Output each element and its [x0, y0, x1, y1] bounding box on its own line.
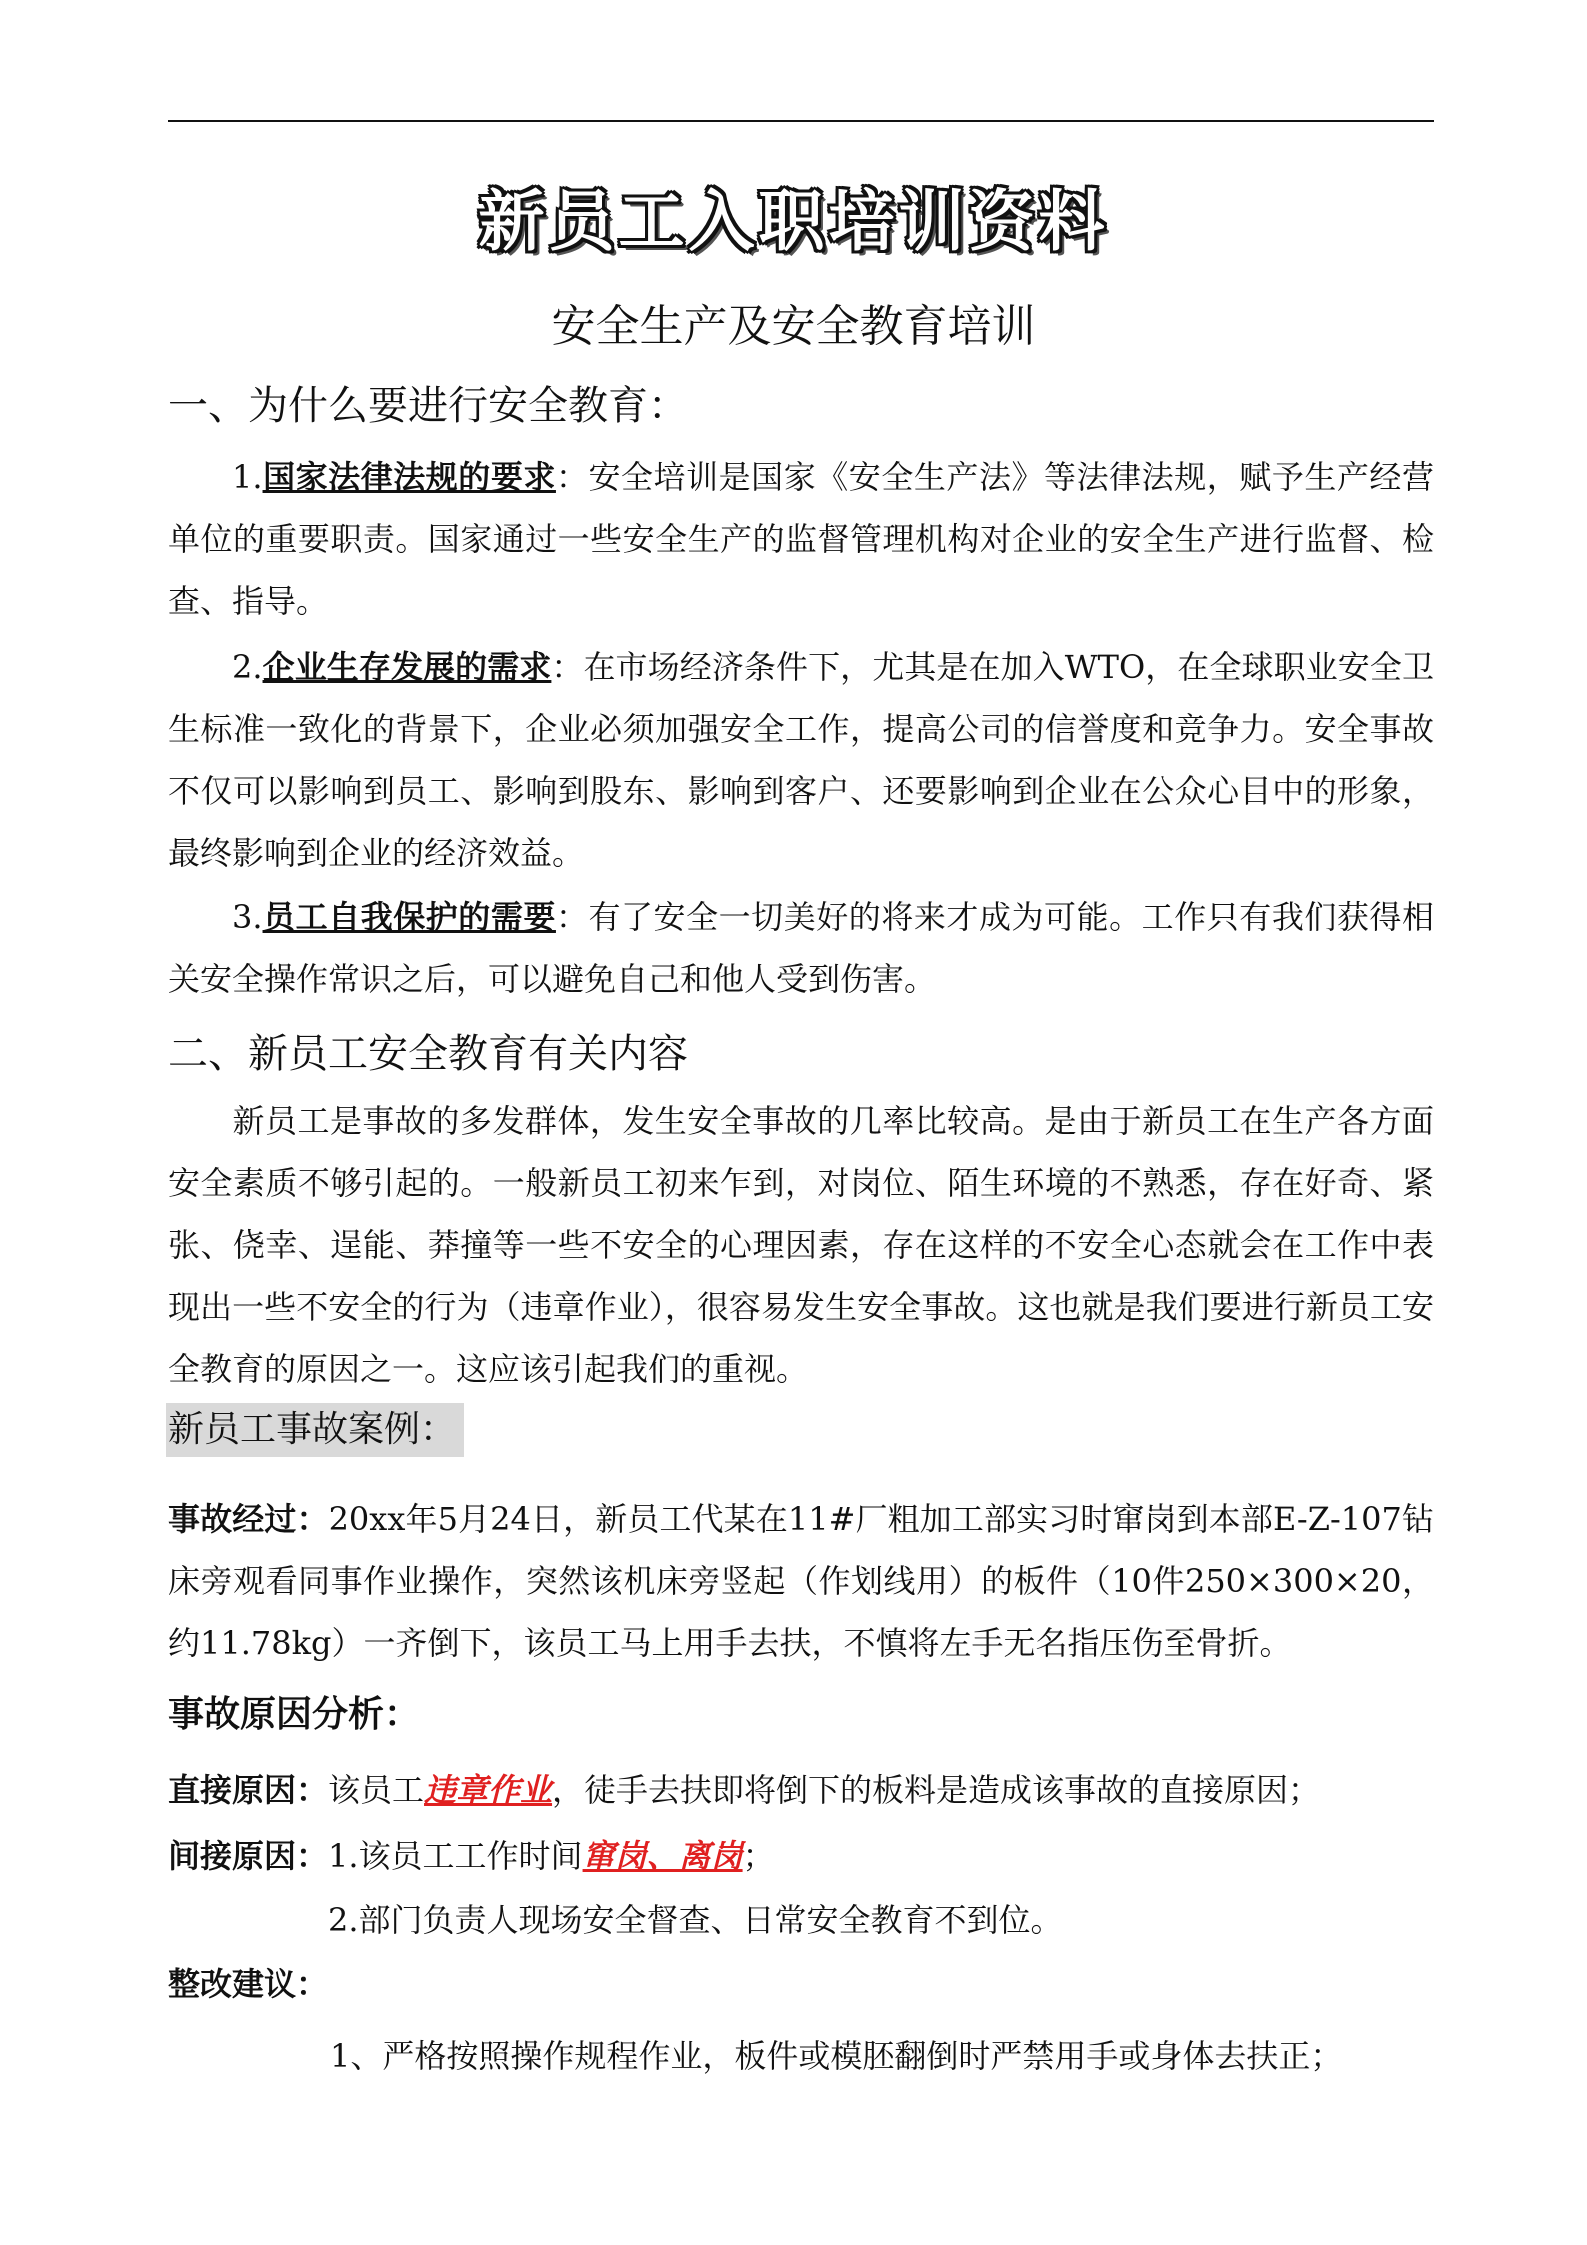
indirect-post: ； [742, 1837, 775, 1875]
direct-label: 直接原因： [168, 1771, 329, 1809]
direct-pre: 该员工 [328, 1771, 425, 1809]
section-heading-1: 一、为什么要进行安全教育： [168, 383, 688, 429]
p3-label: 员工自我保护的需要 [262, 898, 556, 936]
indirect-label: 间接原因： [168, 1837, 329, 1875]
p3-text: ：有了安全一切美好的将来才成为可能。工作只有我们获得相关安全操作常识之后，可以避免自己和他人受到伤害。 [168, 898, 1434, 998]
indirect-pre: 1.该员工工作时间 [328, 1837, 583, 1875]
p2-text: ：在市场经济条件下，尤其是在加入WTO，在全球职业安全卫生标准一致化的背景下，企业必须加强安全工作，提高公司的信誉度和竞争力。安全事故不仅可以影响到员工、影响到股东、影响到客户、还要影响到企业在公众心目中的形象，最终影响到企业的经济效益。 [168, 648, 1434, 872]
p4-text: 新员工是事故的多发群体，发生安全事故的几率比较高。是由于新员工在生产各方面安全素质不够引起的。一般新员工初来乍到，对岗位、陌生环境的不熟悉，存在好奇、紧张、侥幸、逞能、莽撞等一些不安全的心理因素，存在这样的不安全心态就会在工作中表现出一些不安全的行为（违章作业），很容易发生安全事故。这也就是我们要进行新员工安全教育的原因之一。这应该引起我们的重视。 [168, 1102, 1434, 1388]
p1-text: ：安全培训是国家《安全生产法》等法律法规，赋予生产经营单位的重要职责。国家通过一些安全生产的监督管理机构对企业的安全生产进行监督、检查、指导。 [168, 458, 1434, 620]
indirect-cause [168, 1834, 775, 1878]
paragraph-2 [168, 636, 1434, 884]
suggest-heading: 整改建议： [168, 1965, 329, 2003]
case-label: 事故经过： [168, 1500, 329, 1538]
header-rule [168, 120, 1434, 122]
p1-number: 1. [232, 458, 263, 496]
analysis-heading: 事故原因分析： [168, 1693, 421, 1735]
direct-cause [168, 1768, 1320, 1812]
p2-label: 企业生存发展的需求 [262, 648, 552, 686]
direct-red: 违章作业 [424, 1771, 553, 1809]
page-title: 新员工入职培训资料 [478, 183, 1109, 260]
case-paragraph [168, 1488, 1434, 1674]
section-heading-2: 二、新员工安全教育有关内容 [168, 1031, 688, 1077]
direct-post: ，徒手去扶即将倒下的板料是造成该事故的直接原因； [552, 1771, 1321, 1809]
case-heading: 新员工事故案例： [168, 1409, 457, 1450]
p3-number: 3. [232, 898, 263, 936]
paragraph-1 [168, 446, 1434, 632]
paragraph-4 [168, 1090, 1434, 1400]
paragraph-3 [168, 886, 1434, 1010]
p2-number: 2. [232, 648, 263, 686]
indirect-cause-2: 2.部门负责人现场安全督查、日常安全教育不到位。 [328, 1901, 1063, 1939]
p1-label: 国家法律法规的要求 [262, 458, 556, 496]
page-subtitle: 安全生产及安全教育培训 [551, 301, 1036, 352]
indirect-red: 窜岗、离岗 [582, 1837, 743, 1875]
case-text: 20xx年5月24日，新员工代某在11#厂粗加工部实习时窜岗到本部E-Z-107钻床旁观看同事作业操作，突然该机床旁竖起（作划线用）的板件（10件250×300×20，约11.78kg）一齐倒下，该员工马上用手去扶，不慎将左手无名指压伤至骨折。 [168, 1500, 1434, 1662]
suggest-item-1: 1、严格按照操作规程作业，板件或模胚翻倒时严禁用手或身体去扶正； [330, 2037, 1343, 2075]
